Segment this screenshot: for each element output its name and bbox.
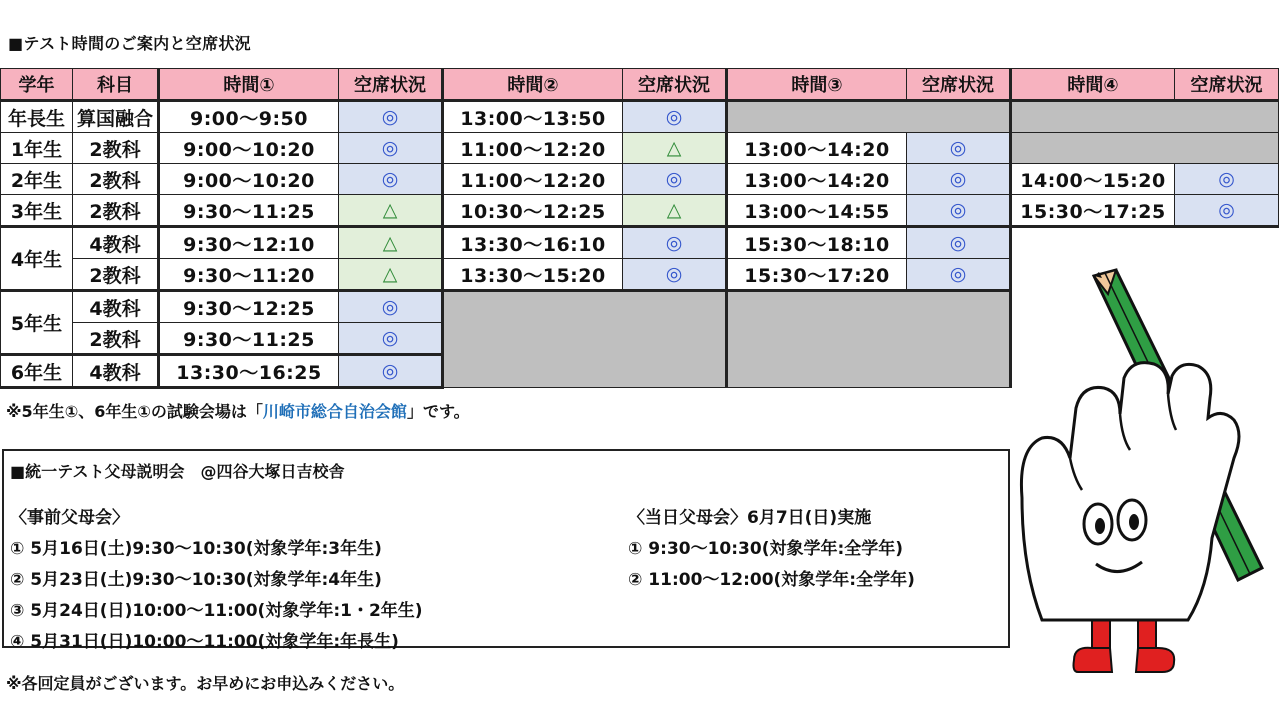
seat-status-cell: ◎ <box>623 259 727 291</box>
header-row <box>1 69 1279 101</box>
seat-status-cell: ◎ <box>339 323 443 355</box>
subject-cell: 2教科 <box>73 323 159 355</box>
time-cell: 13:30～16:25 <box>159 355 339 388</box>
time-cell: 14:00～15:20 <box>1011 164 1175 195</box>
grade-cell: 1年生 <box>1 133 73 164</box>
list-item: ③ 5月24日(日)10:00～11:00(対象学年:1・2年生) <box>10 601 423 621</box>
page-title: ■テスト時間のご案内と空席状況 <box>8 34 251 53</box>
header-time-1: 時間① <box>159 69 339 101</box>
subject-cell: 算国融合 <box>73 101 159 133</box>
venue-name: 川崎市総合自治会館 <box>262 402 407 421</box>
header-seat-1: 空席状況 <box>339 69 443 101</box>
header-seat-4: 空席状況 <box>1175 69 1279 101</box>
advance-meeting-heading: 〈事前父母会〉 <box>10 508 129 528</box>
time-cell: 11:00～12:20 <box>443 164 623 195</box>
list-item: ① 9:30～10:30(対象学年:全学年) <box>628 539 904 559</box>
header-seat-3: 空席状況 <box>907 69 1011 101</box>
time-cell: 13:30～15:20 <box>443 259 623 291</box>
table-row <box>1 195 1279 227</box>
pencil-hand-mascot-icon <box>1012 268 1280 688</box>
seat-status-cell: △ <box>339 195 443 227</box>
time-cell: 13:30～16:10 <box>443 227 623 259</box>
seat-status-cell: △ <box>623 195 727 227</box>
seat-status-cell: ◎ <box>907 164 1011 195</box>
subject-cell: 4教科 <box>73 355 159 388</box>
briefing-title: ■統一テスト父母説明会 @四谷大塚日吉校舎 <box>10 462 345 481</box>
unavailable-cell <box>443 291 727 388</box>
time-cell: 13:00～14:20 <box>727 164 907 195</box>
grade-cell: 4年生 <box>1 227 73 291</box>
list-item: ② 11:00～12:00(対象学年:全学年) <box>628 570 915 590</box>
time-cell: 9:30～11:20 <box>159 259 339 291</box>
briefing-box <box>2 449 1010 652</box>
time-cell: 13:00～13:50 <box>443 101 623 133</box>
time-cell: 9:00～9:50 <box>159 101 339 133</box>
table-row <box>1 227 1279 259</box>
time-cell: 9:30～11:25 <box>159 195 339 227</box>
seat-status-cell: ◎ <box>339 164 443 195</box>
sameday-meeting-list <box>628 503 915 596</box>
seat-status-cell: △ <box>623 133 727 164</box>
seat-status-cell: ◎ <box>339 355 443 388</box>
seat-status-cell: ◎ <box>1175 164 1279 195</box>
grade-cell: 3年生 <box>1 195 73 227</box>
time-cell: 10:30～12:25 <box>443 195 623 227</box>
header-seat-2: 空席状況 <box>623 69 727 101</box>
seat-status-cell: ◎ <box>907 133 1011 164</box>
time-cell: 9:30～12:25 <box>159 291 339 323</box>
seat-status-cell: △ <box>339 227 443 259</box>
capacity-note: ※各回定員がございます。お早めにお申込みください。 <box>6 674 405 693</box>
subject-cell: 2教科 <box>73 133 159 164</box>
seat-status-cell: △ <box>339 259 443 291</box>
venue-note-prefix: ※5年生①、6年生①の試験会場は「 <box>6 402 263 421</box>
seat-status-cell: ◎ <box>339 101 443 133</box>
time-cell: 9:00～10:20 <box>159 133 339 164</box>
header-time-3: 時間③ <box>727 69 907 101</box>
list-item: ① 5月16日(土)9:30～10:30(対象学年:3年生) <box>10 539 382 559</box>
subject-cell: 2教科 <box>73 195 159 227</box>
table-row <box>1 101 1279 133</box>
header-time-4: 時間④ <box>1011 69 1175 101</box>
table-row <box>1 164 1279 195</box>
time-cell: 9:30～11:25 <box>159 323 339 355</box>
unavailable-cell <box>727 291 1011 388</box>
header-subject: 科目 <box>73 69 159 101</box>
advance-meeting-list <box>10 503 423 658</box>
seat-status-cell: ◎ <box>907 259 1011 291</box>
grade-cell: 5年生 <box>1 291 73 355</box>
time-cell: 9:30～12:10 <box>159 227 339 259</box>
subject-cell: 2教科 <box>73 164 159 195</box>
time-cell: 15:30～18:10 <box>727 227 907 259</box>
subject-cell: 4教科 <box>73 227 159 259</box>
unavailable-cell <box>727 101 1011 133</box>
header-grade: 学年 <box>1 69 73 101</box>
seat-status-cell: ◎ <box>623 227 727 259</box>
header-time-2: 時間② <box>443 69 623 101</box>
unavailable-cell <box>1011 101 1279 133</box>
unavailable-cell <box>1011 133 1279 164</box>
seat-status-cell: ◎ <box>907 195 1011 227</box>
subject-cell: 4教科 <box>73 291 159 323</box>
time-cell: 13:00～14:55 <box>727 195 907 227</box>
grade-cell: 6年生 <box>1 355 73 388</box>
seat-status-cell: ◎ <box>623 164 727 195</box>
time-cell: 15:30～17:20 <box>727 259 907 291</box>
grade-cell: 年長生 <box>1 101 73 133</box>
list-item: ④ 5月31日(日)10:00～11:00(対象学年:年長生) <box>10 632 399 652</box>
subject-cell: 2教科 <box>73 259 159 291</box>
venue-note-suffix: 」です。 <box>406 402 470 421</box>
time-cell: 13:00～14:20 <box>727 133 907 164</box>
venue-note <box>6 399 470 422</box>
seat-status-cell: ◎ <box>339 133 443 164</box>
grade-cell: 2年生 <box>1 164 73 195</box>
list-item: ② 5月23日(土)9:30～10:30(対象学年:4年生) <box>10 570 382 590</box>
table-row <box>1 133 1279 164</box>
seat-status-cell: ◎ <box>623 101 727 133</box>
time-cell: 11:00～12:20 <box>443 133 623 164</box>
seat-status-cell: ◎ <box>1175 195 1279 227</box>
time-cell: 9:00～10:20 <box>159 164 339 195</box>
seat-status-cell: ◎ <box>907 227 1011 259</box>
time-cell: 15:30～17:25 <box>1011 195 1175 227</box>
sameday-meeting-heading: 〈当日父母会〉6月7日(日)実施 <box>628 508 872 528</box>
seat-status-cell: ◎ <box>339 291 443 323</box>
